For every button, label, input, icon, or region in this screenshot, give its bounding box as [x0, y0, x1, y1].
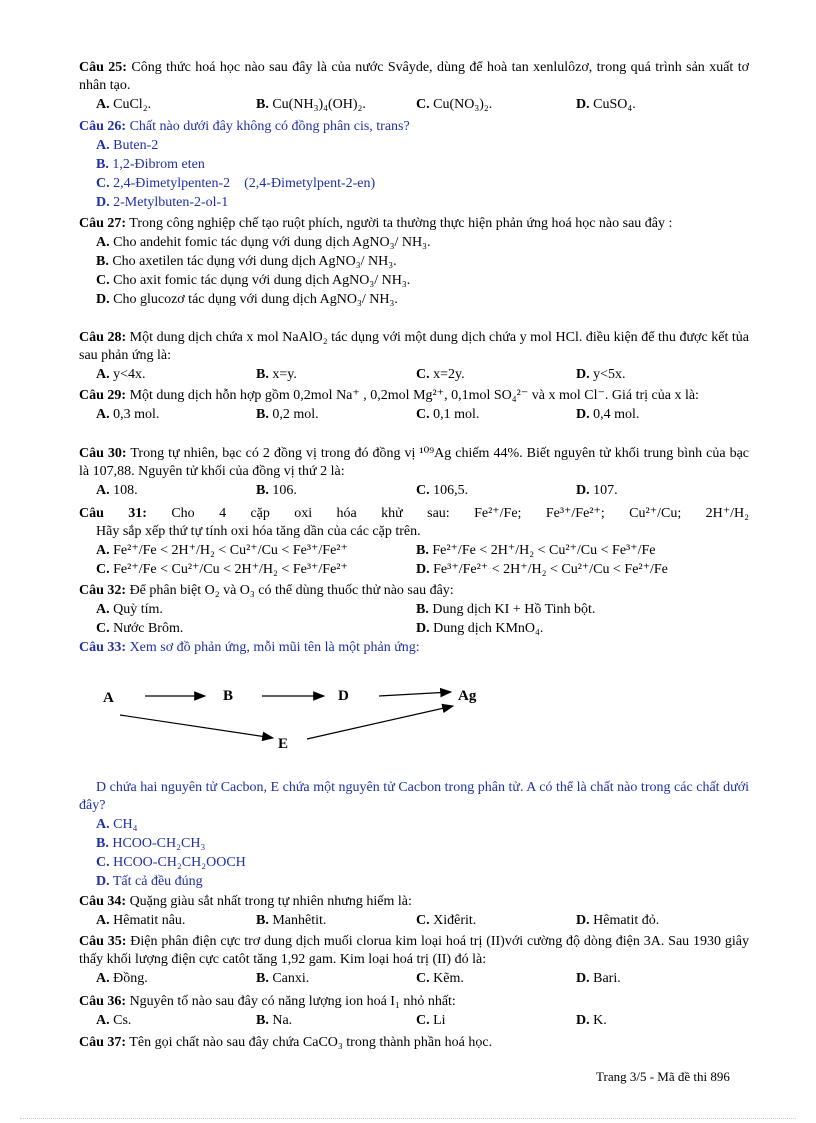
option-c[interactable]: C. 106,5. [416, 483, 469, 498]
question-31 [79, 505, 749, 579]
option-d[interactable]: D. Cho glucozơ tác dụng với dung dịch AgNO₃/ NH₃. [96, 292, 398, 307]
option-b[interactable]: B. Na. [256, 1013, 293, 1028]
option-c[interactable]: C. x=2y. [416, 367, 465, 382]
question-stem-2: Hãy sắp xếp thứ tự tính oxi hóa tăng dần của các cặp trên. [96, 524, 421, 539]
option-a[interactable]: A. CH₄ [96, 817, 138, 832]
option-d[interactable]: D. Tất cả đều đúng [96, 874, 203, 889]
option-a[interactable]: A. y<4x. [96, 367, 146, 382]
question-stem: Câu 33: Xem sơ đồ phản ứng, mỗi mũi tên là một phản ứng: [79, 640, 420, 655]
option-b[interactable]: B. Cu(NH₃)₄(OH)₂. [256, 97, 366, 112]
node-d: D [338, 688, 349, 704]
options-row [79, 1011, 749, 1030]
page-footer: Trang 3/5 - Mã đề thi 896 [596, 1069, 730, 1084]
option-a[interactable]: A. Cho andehit fomic tác dụng với dung dịch AgNO₃/ NH₃. [96, 235, 431, 250]
question-33-continued [79, 779, 749, 891]
option-d[interactable]: D. 107. [576, 483, 618, 498]
question-stem: Câu 35: Điện phân điện cực trơ dung dịch muối clorua kim loại hoá trị (II)với cường độ dòng điện 3A. Sau 1930 giây thấy khối lượng điện cực catôt tăng 1,92 gam. Kim loại hoá trị (II) đó là: [79, 934, 749, 967]
question-stem: Câu 32: Để phân biệt O₂ và O₃ có thể dùng thuốc thử nào sau đây: [79, 583, 454, 598]
question-stem: Câu 31: Cho 4 cặp oxi hóa khử sau: Fe²⁺/Fe; Fe³⁺/Fe²⁺; Cu²⁺/Cu; 2H⁺/H₂ [79, 506, 749, 521]
option-d[interactable]: D. y<5x. [576, 367, 626, 382]
question-26 [79, 118, 749, 212]
option-a[interactable]: A. Cs. [96, 1013, 132, 1028]
question-stem-2: D chứa hai nguyên tử Cacbon, E chứa một nguyên tử Cacbon trong phân tử. A có thể là chất nào trong các chất dưới đây? [79, 780, 749, 813]
node-a: A [103, 690, 114, 706]
option-c[interactable]: C. Kẽm. [416, 971, 464, 986]
node-e: E [278, 736, 289, 752]
option-d[interactable]: D. Dung dịch KMnO₄. [416, 621, 544, 636]
question-36 [79, 993, 749, 1030]
option-b[interactable]: B. Dung dịch KI + Hồ Tinh bột. [416, 602, 596, 617]
question-stem: Câu 29: Một dung dịch hỗn hợp gồm 0,2mol Na⁺ , 0,2mol Mg²⁺, 0,1mol SO₄²⁻ và x mol Cl⁻. Giá trị của x là: [79, 388, 699, 403]
node-b: B [223, 688, 234, 704]
question-stem: Câu 37: Tên gọi chất nào sau đây chứa CaCO₃ trong thành phần hoá học. [79, 1035, 493, 1050]
option-c[interactable]: C. Xiđêrit. [416, 913, 477, 928]
options-row [79, 560, 749, 579]
option-d[interactable]: D. K. [576, 1013, 607, 1028]
option-b[interactable]: B. Manhêtit. [256, 913, 327, 928]
options-row [79, 481, 749, 500]
option-d[interactable]: D. Fe³⁺/Fe²⁺ < 2H⁺/H₂ < Cu²⁺/Cu < Fe²⁺/Fe [416, 562, 668, 577]
option-c[interactable]: C. 0,1 mol. [416, 407, 480, 422]
option-b[interactable]: B. Cho axetilen tác dụng với dung dịch AgNO₃/ NH₃. [96, 254, 397, 269]
option-b[interactable]: B. Canxi. [256, 971, 310, 986]
option-a[interactable]: A. Fe²⁺/Fe < 2H⁺/H₂ < Cu²⁺/Cu < Fe³⁺/Fe²⁺ [96, 543, 348, 558]
options-row [79, 600, 749, 619]
option-a[interactable]: A. 0,3 mol. [96, 407, 160, 422]
option-d[interactable]: D. 0,4 mol. [576, 407, 640, 422]
option-b[interactable]: B. 106. [256, 483, 297, 498]
option-b[interactable]: B. 1,2-Đibrom eten [96, 157, 205, 172]
options-row [79, 619, 749, 638]
option-b[interactable]: B. x=y. [256, 367, 297, 382]
option-d[interactable]: D. Bari. [576, 971, 621, 986]
option-b[interactable]: B. Fe²⁺/Fe < 2H⁺/H₂ < Cu²⁺/Cu < Fe³⁺/Fe [416, 543, 656, 558]
options-row [79, 541, 749, 560]
question-29 [79, 387, 749, 424]
question-32 [79, 582, 749, 638]
options-row [79, 95, 749, 114]
options-row [79, 911, 749, 930]
question-stem: Câu 27: Trong công nghiệp chế tạo ruột phích, người ta thường thực hiện phản ứng hoá học nào sau đây : [79, 216, 673, 231]
arrow-e-ag [307, 706, 453, 739]
question-stem: Câu 36: Nguyên tố nào sau đây có năng lượng ion hoá I₁ nhỏ nhất: [79, 994, 456, 1009]
option-c[interactable]: C. 2,4-Đimetylpenten-2 (2,4-Đimetylpent-2-en) [96, 176, 376, 191]
option-d[interactable]: D. Hêmatit đỏ. [576, 913, 660, 928]
arrow-a-e [120, 715, 273, 738]
option-c[interactable]: C. Cho axit fomic tác dụng với dung dịch AgNO₃/ NH₃. [96, 273, 411, 288]
option-a[interactable]: A. Quỳ tím. [96, 602, 163, 617]
question-stem: Câu 25: Công thức hoá học nào sau đây là của nước Svâyde, dùng để hoà tan xenlulôzơ, trong quá trình sản xuất tơ nhân tạo. [79, 60, 750, 93]
option-b[interactable]: B. 0,2 mol. [256, 407, 319, 422]
option-c[interactable]: C. Fe²⁺/Fe < Cu²⁺/Cu < 2H⁺/H₂ < Fe³⁺/Fe²⁺ [96, 562, 348, 577]
reaction-diagram [95, 675, 515, 755]
question-25 [79, 59, 749, 114]
question-37 [79, 1034, 749, 1052]
option-a[interactable]: A. Buten-2 [96, 138, 159, 153]
question-stem: Câu 34: Quặng giàu sắt nhất trong tự nhiên nhưng hiếm là: [79, 894, 412, 909]
option-a[interactable]: A. 108. [96, 483, 138, 498]
option-d[interactable]: D. 2-Metylbuten-2-ol-1 [96, 195, 229, 210]
option-c[interactable]: C. Nước Brôm. [96, 621, 184, 636]
question-27 [79, 215, 749, 309]
option-a[interactable]: A. CuCl₂. [96, 97, 152, 112]
question-34 [79, 893, 749, 930]
option-c[interactable]: C. Cu(NO₃)₂. [416, 97, 493, 112]
question-35 [79, 933, 749, 988]
options-row [79, 405, 749, 424]
option-b[interactable]: B. HCOO-CH₂CH₃ [96, 836, 206, 851]
option-c[interactable]: C. Li [416, 1013, 446, 1028]
option-a[interactable]: A. Đồng. [96, 971, 148, 986]
question-stem: Câu 28: Một dung dịch chứa x mol NaAlO₂ tác dụng với một dung dịch chứa y mol HCl. điều kiện để thu được kết tủa sau phản ứng là: [79, 330, 749, 363]
options-row [79, 969, 749, 988]
question-33 [79, 639, 749, 657]
option-d[interactable]: D. CuSO₄. [576, 97, 636, 112]
page-bottom-divider [20, 1118, 796, 1119]
question-stem: Câu 26: Chất nào dưới đây không có đồng phân cis, trans? [79, 119, 410, 134]
options-row [79, 365, 749, 384]
question-30 [79, 445, 749, 500]
question-28 [79, 329, 749, 384]
option-c[interactable]: C. HCOO-CH₂CH₂OOCH [96, 855, 246, 870]
question-stem: Câu 30: Trong tự nhiên, bạc có 2 đồng vị trong đó đồng vị ¹⁰⁹Ag chiếm 44%. Biết nguyên tử khối trung bình của bạc là 107,88. Nguyên tử khối của đồng vị thứ 2 là: [79, 446, 750, 479]
option-a[interactable]: A. Hêmatit nâu. [96, 913, 186, 928]
arrow-d-ag [379, 692, 451, 696]
node-ag: Ag [458, 688, 477, 704]
